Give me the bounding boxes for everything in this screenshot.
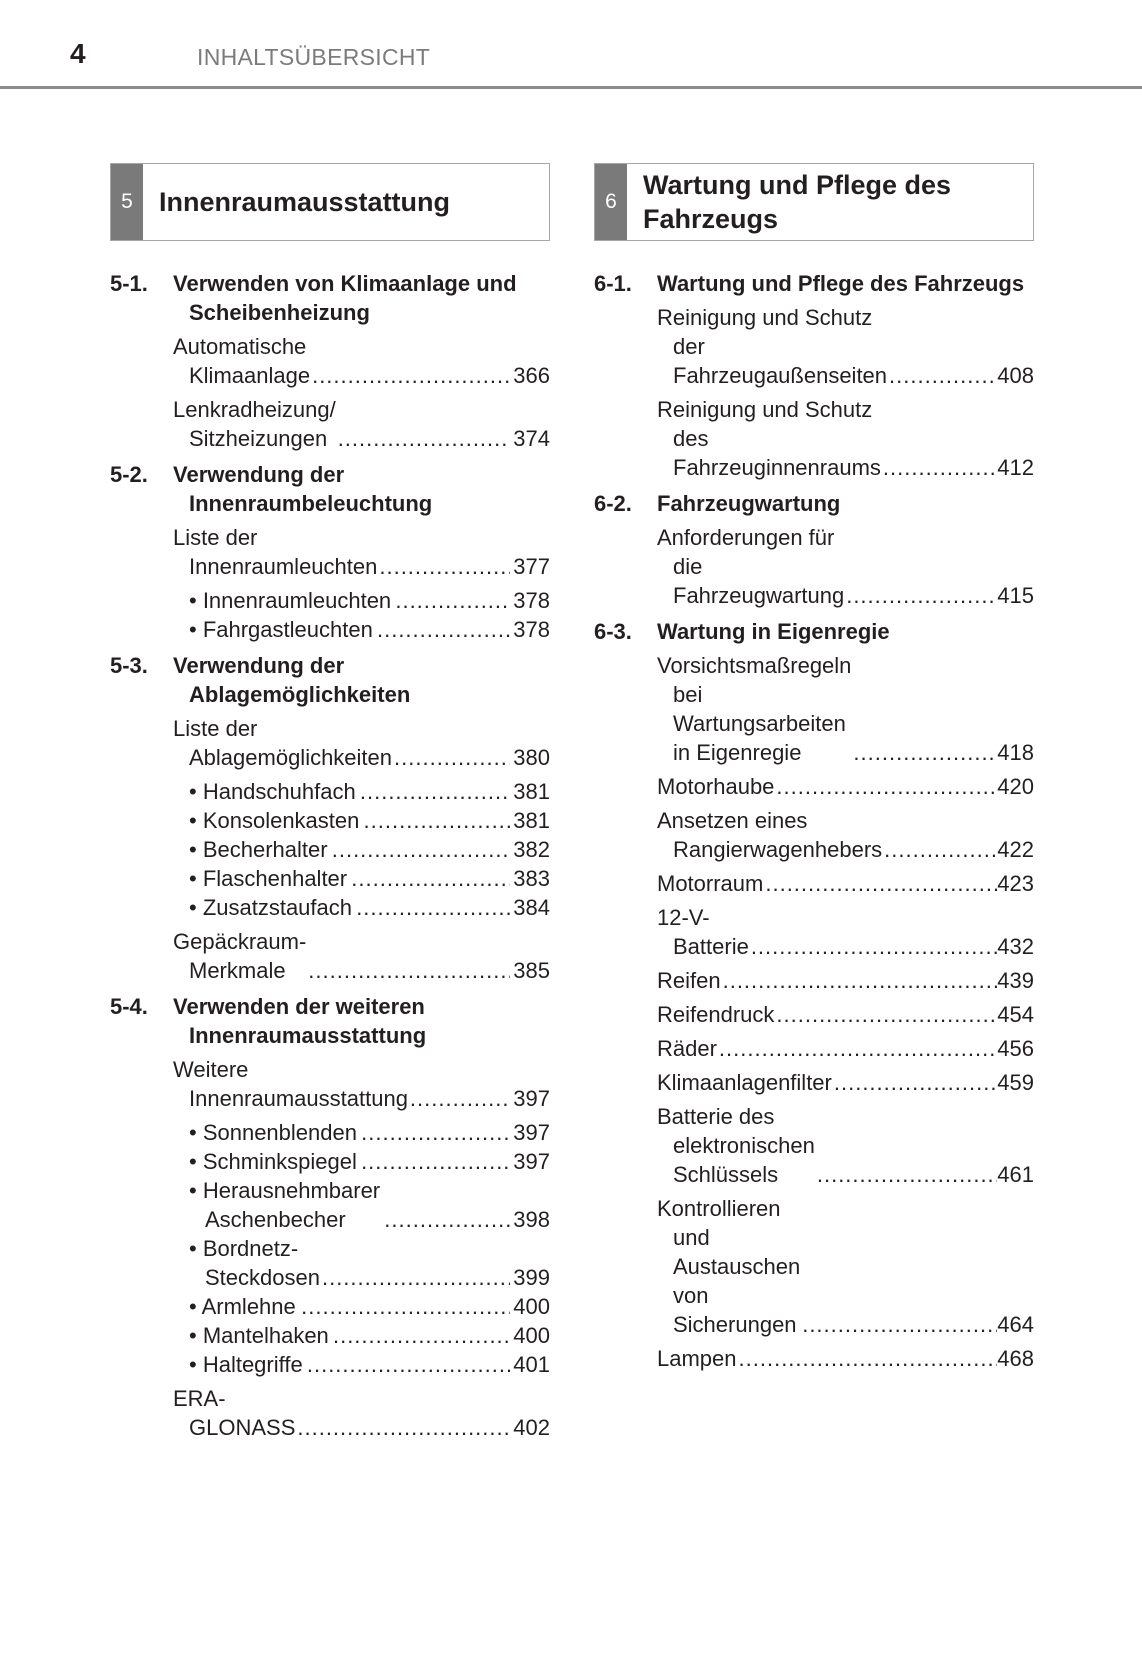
toc-section [110,460,550,644]
entry-page-number: 399 [513,1265,550,1290]
dot-leader [846,581,997,610]
toc-entry[interactable] [173,927,550,985]
toc-entry[interactable] [657,1102,1034,1189]
toc-entry[interactable] [173,1176,550,1234]
section-heading[interactable] [110,269,550,327]
dot-leader [364,806,511,835]
entry-title: • Schminkspiegel [189,1149,357,1174]
toc-entry[interactable] [173,1384,550,1442]
entry-list [110,523,550,644]
dot-leader [360,777,510,806]
entry-title: Reinigung und Schutz der Fahrzeugaußenseiten [657,305,888,388]
entry-page-number: 398 [513,1207,550,1232]
entry-page-number: 377 [513,554,550,579]
toc-entry[interactable] [657,1000,1034,1029]
entry-page-number: 459 [997,1070,1034,1095]
page-header [0,0,1142,92]
toc-entry[interactable] [173,1350,550,1379]
entry-page-number: 397 [513,1120,550,1145]
header-divider [0,86,1142,89]
entry-page-number: 378 [513,617,550,642]
dot-leader [776,772,997,801]
entry-title: 12-V-Batterie [657,905,749,959]
dot-leader [765,869,997,898]
dot-leader [307,1350,510,1379]
toc-entry[interactable] [657,903,1034,961]
toc-entry[interactable] [657,806,1034,864]
entry-page-number: 374 [513,426,550,451]
dot-leader [723,966,998,995]
dot-leader [719,1034,997,1063]
chapter-header [110,163,550,241]
entry-title: Motorraum [657,871,764,896]
toc-section [594,489,1034,610]
toc-section [110,269,550,453]
section-heading[interactable] [110,460,550,518]
toc-section [110,651,550,985]
dot-leader [739,1344,998,1373]
section-heading[interactable] [110,992,550,1050]
section-title: Verwendung der Innenraumbeleuchtung [173,462,433,516]
page-number: 4 [70,38,86,69]
dot-leader [356,893,510,922]
entry-title: • Sonnenblenden [189,1120,357,1145]
toc-section [594,617,1034,1373]
dot-leader [361,1118,510,1147]
entry-page-number: 401 [513,1352,550,1377]
entry-title: • Mantelhaken [189,1323,329,1348]
entry-title: Reinigung und Schutz des Fahrzeuginnenraums [657,397,881,480]
section-number: 6-1. [594,271,632,296]
toc-entry[interactable] [657,1194,1034,1339]
entry-title: Gepäckraum-Merkmale [173,929,307,983]
entry-title: Kontrollieren und Austauschen von Sicherungen [657,1196,801,1337]
entry-page-number: 422 [997,837,1034,862]
dot-leader [395,586,510,615]
toc-entry[interactable] [173,893,550,922]
entry-title: Liste der Ablagemöglichkeiten [173,716,393,770]
chapter-column-5 [110,163,550,1449]
section-number: 5-2. [110,462,148,487]
toc-list [110,269,550,1442]
toc-entry[interactable] [657,395,1034,482]
toc-entry[interactable] [173,615,550,644]
chapter-column-6 [594,163,1034,1380]
entry-title: Batterie des elektronischen Schlüssels [657,1104,815,1187]
section-title: Verwendung der Ablagemöglichkeiten [173,653,411,707]
entry-list [110,332,550,453]
entry-title: • Innenraumleuchten [189,588,392,613]
toc-entry[interactable] [173,864,550,893]
entry-title: Lenkradheizung/ Sitzheizungen [173,397,336,451]
toc-entry[interactable] [173,332,550,390]
dot-leader [834,1068,997,1097]
toc-entry[interactable] [657,869,1034,898]
section-title: Verwenden der weiteren Innenraumausstattung [173,994,427,1048]
entry-list [110,714,550,985]
entry-page-number: 366 [513,363,550,388]
entry-title: • Zusatzstaufach [189,895,353,920]
entry-title: • Flaschenhalter [189,866,348,891]
entry-title: • Konsolenkasten [189,808,360,833]
entry-title: Klimaanlagenfilter [657,1070,832,1095]
toc-entry[interactable] [657,1344,1034,1373]
entry-page-number: 384 [513,895,550,920]
entry-title: Räder [657,1036,717,1061]
toc-entry[interactable] [173,1292,550,1321]
entry-page-number: 381 [513,808,550,833]
entry-page-number: 464 [997,1312,1034,1337]
dot-leader [853,738,997,767]
entry-page-number: 381 [513,779,550,804]
entry-title: • Bordnetz-Steckdosen [189,1236,320,1290]
toc-entry[interactable] [657,1034,1034,1063]
entry-page-number: 412 [997,455,1034,480]
entry-title: • Haltegriffe [189,1352,303,1377]
section-heading[interactable] [110,651,550,709]
chapter-title: Innenraumausstattung [159,187,451,217]
entry-list [594,651,1034,1373]
toc-entry[interactable] [173,1321,550,1350]
entry-page-number: 400 [513,1323,550,1348]
entry-list [110,1055,550,1442]
dot-leader [817,1160,997,1189]
entry-page-number: 415 [997,583,1034,608]
entry-title: Vorsichtsmaßregeln bei Wartungsarbeiten in Eigenregie [657,653,852,765]
toc-entry[interactable] [173,1234,550,1292]
toc-entry[interactable] [173,714,550,772]
dot-leader [751,932,997,961]
chapter-number-tab: 5 [111,164,143,240]
dot-leader [332,835,511,864]
entry-list [594,303,1034,482]
entry-page-number: 468 [997,1346,1034,1371]
entry-title: ERA-GLONASS [173,1386,296,1440]
dot-leader [379,552,510,581]
toc-section [594,269,1034,482]
toc-entry[interactable] [657,966,1034,995]
section-number: 5-4. [110,994,148,1019]
dot-leader [776,1000,997,1029]
toc-section [110,992,550,1442]
entry-title: • Herausnehmbarer Aschenbecher [189,1178,381,1232]
toc-entry[interactable] [173,523,550,581]
entry-title: Anforderungen für die Fahrzeugwartung [657,525,845,608]
dot-leader [312,361,510,390]
toc-entry[interactable] [173,395,550,453]
entry-title: Reifendruck [657,1002,775,1027]
section-title: Fahrzeugwartung [657,491,841,516]
entry-page-number: 454 [997,1002,1034,1027]
toc-entry[interactable] [657,772,1034,801]
section-title: Verwenden von Klimaanlage und Scheibenheizung [173,271,517,325]
entry-page-number: 439 [997,968,1034,993]
entry-page-number: 456 [997,1036,1034,1061]
dot-leader [361,1147,510,1176]
entry-page-number: 382 [513,837,550,862]
entry-title: • Becherhalter [189,837,328,862]
entry-title: Ansetzen eines Rangierwagenhebers [657,808,883,862]
toc-list [594,269,1034,1373]
entry-page-number: 378 [513,588,550,613]
entry-title: Liste der Innenraumleuchten [173,525,378,579]
entry-page-number: 461 [997,1162,1034,1187]
toc-entry[interactable] [173,1147,550,1176]
toc-entry[interactable] [657,651,1034,767]
toc-entry[interactable] [173,586,550,615]
toc-entry[interactable] [173,1118,550,1147]
dot-leader [410,1084,510,1113]
dot-leader [394,743,510,772]
section-title: Wartung und Pflege des Fahrzeugs [657,271,1025,296]
entry-title: • Armlehne [189,1294,296,1319]
entry-page-number: 383 [513,866,550,891]
entry-page-number: 385 [513,958,550,983]
toc-entry[interactable] [173,1055,550,1113]
dot-leader [322,1263,510,1292]
toc-entry[interactable] [657,523,1034,610]
section-number: 5-1. [110,271,148,296]
entry-page-number: 408 [997,363,1034,388]
entry-title: Automatische Klimaanlage [173,334,311,388]
dot-leader [333,1321,510,1350]
entry-page-number: 397 [513,1086,550,1111]
dot-leader [308,956,510,985]
section-title: Wartung in Eigenregie [657,619,890,644]
toc-entry[interactable] [657,303,1034,390]
dot-leader [802,1310,997,1339]
chapter-number-tab: 6 [595,164,627,240]
entry-page-number: 418 [997,740,1034,765]
dot-leader [883,453,997,482]
section-heading[interactable] [594,489,1034,518]
entry-page-number: 423 [997,871,1034,896]
entry-page-number: 397 [513,1149,550,1174]
entry-title: Lampen [657,1346,737,1371]
dot-leader [384,1205,510,1234]
section-number: 6-3. [594,619,632,644]
entry-list [594,523,1034,610]
entry-title: • Fahrgastleuchten [189,617,373,642]
entry-page-number: 402 [513,1415,550,1440]
section-heading[interactable] [594,617,1034,646]
toc-entry[interactable] [173,806,550,835]
running-title: INHALTSÜBERSICHT [197,44,431,70]
section-number: 5-3. [110,653,148,678]
section-number: 6-2. [594,491,632,516]
entry-title: • Handschuhfach [189,779,356,804]
entry-page-number: 420 [997,774,1034,799]
entry-title: Weitere Innenraumausstattung [173,1057,408,1111]
toc-entry[interactable] [173,835,550,864]
entry-page-number: 400 [513,1294,550,1319]
chapter-header [594,163,1034,241]
toc-entry[interactable] [657,1068,1034,1097]
entry-title: Reifen [657,968,721,993]
dot-leader [884,835,997,864]
dot-leader [351,864,510,893]
dot-leader [297,1413,510,1442]
entry-page-number: 432 [997,934,1034,959]
dot-leader [301,1292,510,1321]
entry-title: Motorhaube [657,774,775,799]
dot-leader [889,361,997,390]
dot-leader [338,424,511,453]
section-heading[interactable] [594,269,1034,298]
toc-entry[interactable] [173,777,550,806]
entry-page-number: 380 [513,745,550,770]
dot-leader [377,615,510,644]
chapter-title: Wartung und Pflege des Fahrzeugs [643,170,952,234]
